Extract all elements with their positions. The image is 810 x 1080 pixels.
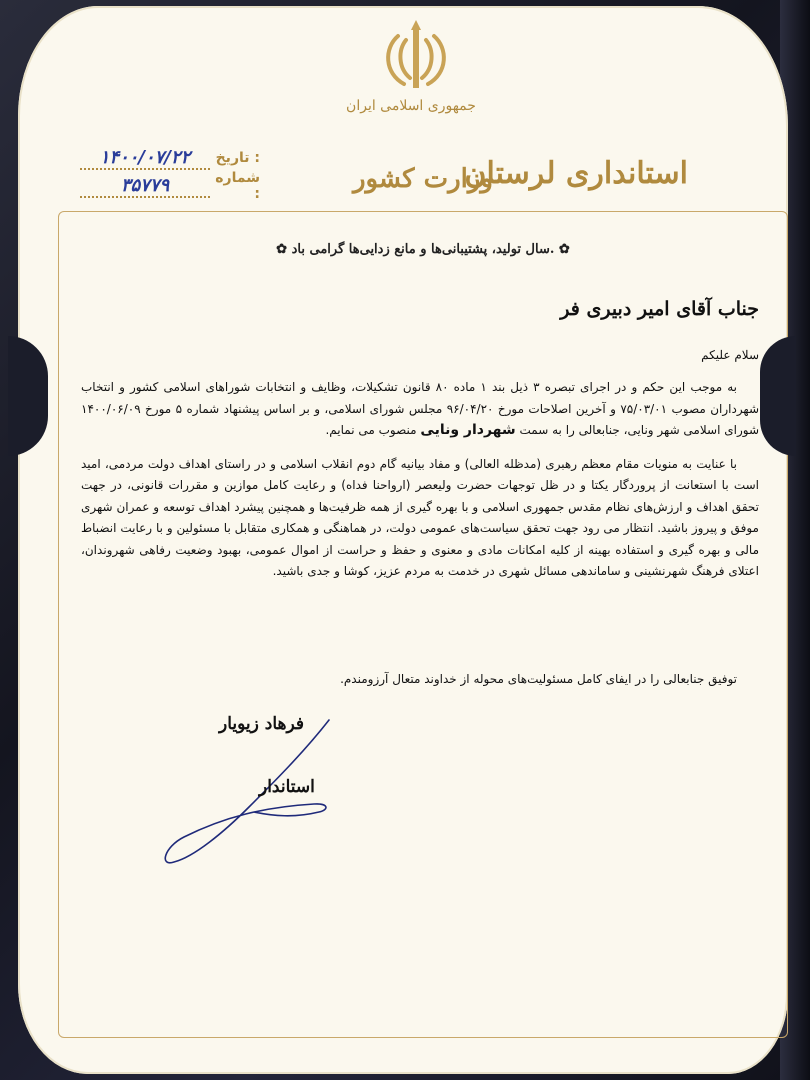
slogan-text: سال تولید، پشتیبانی‌ها و مانع زدایی‌ها گرامی باد. <box>291 242 555 257</box>
flower-right-icon: ✿ <box>558 242 570 257</box>
signer-title: استاندار <box>259 777 315 797</box>
department-title: استانداری لرستان <box>464 156 688 191</box>
ministry-title: وزارت کشور <box>353 164 493 194</box>
number-row <box>80 172 260 200</box>
closing-line: توفیق جنابعالی را در ایفای کامل مسئولیت‌های محوله از خداوند متعال آرزومندم. <box>340 672 737 686</box>
number-label: شماره : <box>215 170 260 202</box>
date-row <box>80 144 260 172</box>
appointment-text: به موجب این حکم و در اجرای تبصره ۳ ذیل بند ۱ ماده ۸۰ قانون تشکیلات، وظایف و انتخابات شوراهای اسلامی کشور و انتخاب شهرداران مصوب ۷۵/۰۳/۰۱ و آخرین اصلاحات مورخ ۹۶/۰۴/۲۰ مجلس شورای اسلامی، و بر اساس پیشنهاد شماره ۵ مورخ ۱۴۰۰/۰۶/۰۹ شورای اسلامی شهر ونایی، جنابعالی را به سمت <box>81 380 760 437</box>
year-slogan <box>59 242 787 257</box>
date-label: تاریخ : <box>215 150 260 166</box>
signer-name: فرهاد زیویار <box>219 714 304 734</box>
greeting: سلام علیکم <box>701 348 759 362</box>
date-value: ۱۴۰۰/۰۷/۲۲ <box>80 147 210 170</box>
paragraph-expectations: با عنایت به منویات مقام معظم رهبری (مدظله العالی) و مفاد بیانیه گام دوم انقلاب اسلامی و در راستای اهداف دولت مردمی، امید است با استعانت از پروردگار یکتا و در ظل توجهات حضرت ولیعصر (ارواحنا فداه) و رعایت کامل موازین و مقررات قانونی، در جهت تحقق اهداف و ارزش‌های نظام مقدس جمهوری اسلامی و با بهره گیری از همه ظرفیت‌ها و همچنین پیشرد اهداف توسعه و عمران شهری موفق و پیروز باشید. انتظار می رود جهت تحقق سیاست‌های عمومی دولت، در هماهنگی و همکاری متقابل با مسئولین و با رعایت انضباط مالی و بهره گیری و استفاده بهینه از کلیه امکانات مادی و معنوی و حفظ و حراست از اموال عمومی، بهبود وضعیت رفاهی شهروندان، اعتلای فرهنگ شهرنشینی و ساماندهی مسائل شهری در خدمت به مردم عزیز، کوشا و جدی باشید. <box>81 456 759 578</box>
letter-body <box>81 377 759 595</box>
flower-left-icon: ✿ <box>276 242 288 257</box>
number-value: ۳۵۷۷۹ <box>80 175 210 198</box>
addressee: جناب آقای امیر دبیری فر <box>560 298 759 320</box>
appointment-end: منصوب می نمایم. <box>325 423 417 437</box>
iran-emblem-icon <box>376 18 456 98</box>
letter-frame <box>58 211 788 1038</box>
letter-paper <box>18 6 788 1074</box>
handwritten-signature <box>154 712 354 872</box>
letter-meta <box>80 144 260 200</box>
appointment-position: شهردار ونایی <box>420 422 516 438</box>
emblem-caption: جمهوری اسلامی ایران <box>346 98 476 114</box>
paragraph-appointment <box>81 377 759 442</box>
